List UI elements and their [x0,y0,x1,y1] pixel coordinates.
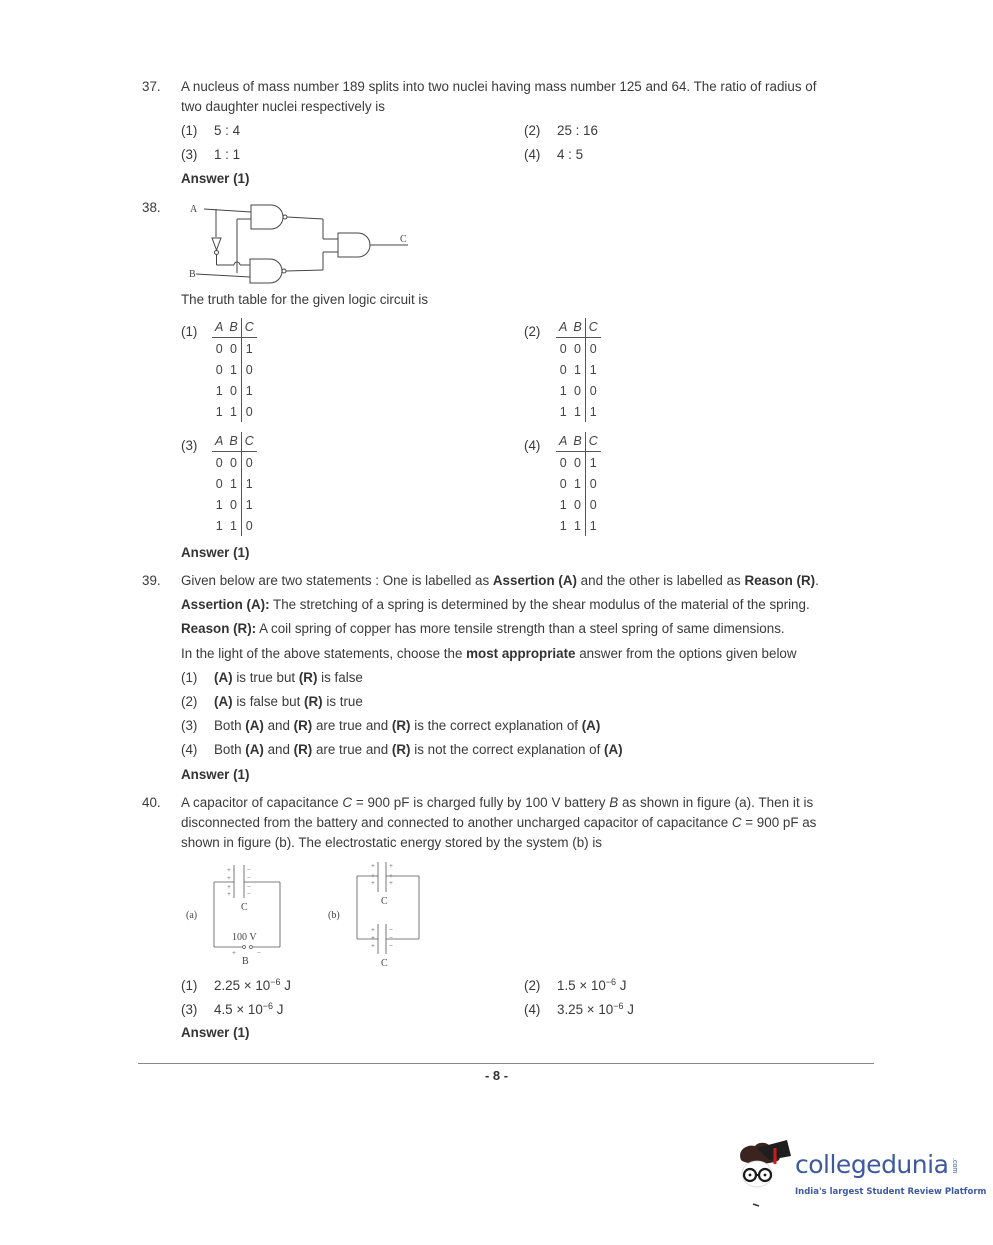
table-row: 1 1 0 [212,401,257,422]
input-b-label: B [189,269,196,280]
assertion-label: Assertion (A): [181,597,270,612]
option-text: 4 : 5 [557,147,584,162]
table-row: 0 1 1 [556,359,601,380]
option-number: (2) [524,324,541,339]
nand-bubble-1 [283,215,287,219]
option-1: (1) (A) is true but (R) is false [181,670,363,685]
svg-text:−: − [247,874,251,882]
footer-divider [138,1063,874,1064]
svg-text:+: + [371,934,375,942]
figure-b-label: (b) [328,910,340,921]
table-row: 0 0 0 [212,452,257,474]
output-c-label: C [400,234,407,245]
question-text-line: disconnected from the battery and connected to another uncharged capacitor of capacitance C = 900 pF as [181,815,817,830]
option-3: (3) $4.5 \times 10^{-6}$ J [181,1001,284,1017]
option-4 [524,147,583,162]
svg-text:+: + [227,874,231,882]
table-row: 1 0 1 [212,380,257,401]
capacitor-label: C [241,902,248,913]
question-number: 38. [142,200,161,215]
svg-text:−: − [389,926,393,934]
option-1: (1) $2.25 \times 10^{-6}$ J [181,977,291,993]
header-b: B [226,318,241,338]
option-text: 25 : 16 [557,123,598,138]
svg-text:+: + [389,872,393,880]
battery-label: B [242,956,249,967]
table-row: 0 1 0 [556,473,601,494]
svg-text:+: + [371,942,375,950]
svg-text:+: + [371,879,375,887]
header-a: A [212,318,226,338]
svg-text:+: + [371,862,375,870]
option-number: (4) [524,147,541,162]
table-row: 1 0 0 [556,380,601,401]
question-intro: Given below are two statements : One is labelled as Assertion (A) and the other is labelled as Reason (R). [181,573,819,588]
input-a-label: A [190,204,198,215]
option-3 [181,147,240,162]
option-1 [181,123,240,138]
table-row: 0 0 1 [556,452,601,474]
header-c: C [585,318,601,338]
option-text: 1 : 1 [214,147,241,162]
assertion-statement: Assertion (A): The stretching of a spring is determined by the shear modulus of the material of the spring. [181,597,810,612]
question-text-line: A capacitor of capacitance C = 900 pF is charged fully by 100 V battery B as shown in figure (a). Then it is [181,795,814,810]
capacitor-label: C [381,896,388,907]
option-number: (2) [524,123,541,138]
svg-text:+: + [389,862,393,870]
svg-text:−: − [257,949,261,957]
header-c: C [241,318,257,338]
not-gate [212,238,221,250]
option-4: (4) Both (A) and (R) are true and (R) is not the correct explanation of (A) [181,742,623,757]
wire-a [204,209,251,212]
truth-table-option-3 [212,432,257,536]
svg-text:−: − [247,883,251,891]
option-3: (3) Both (A) and (R) are true and (R) is the correct explanation of (A) [181,718,601,733]
option-number: (3) [181,438,198,453]
question-text-line: two daughter nuclei respectively is [181,99,385,114]
svg-text:−: − [247,890,251,898]
table-row: 0 1 1 [212,473,257,494]
choose-instruction: In the light of the above statements, choose the most appropriate answer from the options given below [181,646,797,661]
table-row: 1 0 0 [556,494,601,515]
question-number: 40. [142,795,161,810]
svg-text:+: + [227,890,231,898]
table-row: 0 0 0 [556,338,601,360]
mascot-icon [735,1138,795,1210]
svg-text:+: + [389,879,393,887]
table-row: 1 1 0 [212,515,257,536]
header-a: A [556,432,570,452]
svg-text:−: − [389,942,393,950]
header-a: A [556,318,570,338]
option-text: 5 : 4 [214,123,241,138]
wire-b [196,274,250,277]
nand-gate-2 [250,259,282,283]
svg-text:+: + [227,883,231,891]
header-a: A [212,432,226,452]
and-gate [338,233,370,257]
brand-suffix: .com [951,1158,958,1174]
svg-text:+: + [227,866,231,874]
header-b: B [226,432,241,452]
truth-table-option-2 [556,318,601,422]
truth-table-option-4 [556,432,601,536]
answer-label: Answer (1) [181,171,250,186]
figure-a-label: (a) [186,910,198,921]
option-2: (2) $1.5 \times 10^{-6}$ J [524,977,627,993]
table-row: 1 1 1 [556,515,601,536]
header-b: B [570,318,585,338]
svg-text:−: − [389,934,393,942]
option-number: (1) [181,123,198,138]
svg-text:+: + [371,872,375,880]
capacitor-figure-b [320,858,430,970]
answer-label: Answer (1) [181,767,250,782]
header-c: C [585,432,601,452]
battery-terminal [243,946,246,949]
option-number: (4) [524,438,541,453]
page-number: - 8 - [484,1068,509,1083]
logic-circuit-diagram [180,195,420,285]
question-number: 39. [142,573,161,588]
capacitor-figure-a [180,860,290,970]
table-row: 1 1 1 [556,401,601,422]
nand-gate-1 [251,205,283,229]
truth-table-option-1 [212,318,257,422]
table-row: 1 0 1 [212,494,257,515]
reason-label: Reason (R): [181,621,257,636]
header-c: C [241,432,257,452]
option-2: (2) (A) is false but (R) is true [181,694,363,709]
option-2 [524,123,598,138]
option-4: (4) $3.25 \times 10^{-6}$ J [524,1001,634,1017]
battery-voltage: 100 V [232,932,257,943]
question-prompt: The truth table for the given logic circuit is [181,292,429,307]
battery-terminal [250,946,253,949]
question-text-line: shown in figure (b). The electrostatic energy stored by the system (b) is [181,835,602,850]
capacitor-label: C [381,958,388,969]
brand-tagline: India's largest Student Review Platform [795,1187,987,1197]
option-number: (1) [181,324,198,339]
reason-statement: Reason (R): A coil spring of copper has more tensile strength than a steel spring of same dimensions. [181,621,785,636]
question-number: 37. [142,79,161,94]
table-row: 0 0 1 [212,338,257,360]
question-text-line: A nucleus of mass number 189 splits into two nuclei having mass number 125 and 64. The ratio of radius of [181,79,817,94]
svg-text:+: + [371,926,375,934]
svg-text:+: + [232,949,236,957]
answer-label: Answer (1) [181,545,250,560]
brand-name: collegedunia [795,1150,949,1179]
svg-text:−: − [247,866,251,874]
table-row: 0 1 0 [212,359,257,380]
answer-label: Answer (1) [181,1025,250,1040]
header-b: B [570,432,585,452]
option-number: (3) [181,147,198,162]
nand-bubble-2 [282,269,286,273]
